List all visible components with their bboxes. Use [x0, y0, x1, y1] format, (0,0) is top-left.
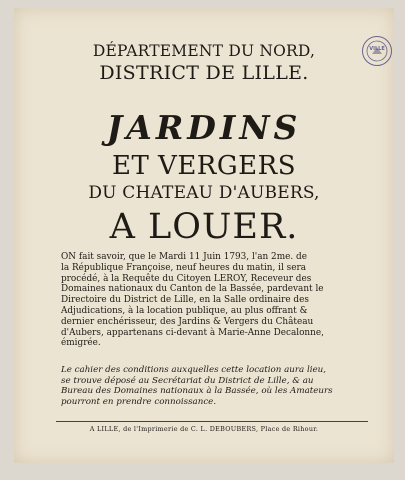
announcement-body — [61, 252, 364, 349]
divider-rule — [56, 421, 368, 422]
body-line: la République Françoise, neuf heures du matin, il sera — [61, 262, 306, 273]
body-line: dernier enchérisseur, des Jardins & Vergers du Château — [61, 316, 314, 327]
title-et-vergers: ET VERGERS — [111, 151, 297, 181]
stamp-text: VILLE — [369, 46, 385, 52]
notice-line: pourront en prendre connoissance. — [61, 396, 217, 407]
body-line: procédé, à la Requête du Citoyen LEROY, Receveur des — [61, 273, 312, 284]
title-a-louer: A LOUER. — [109, 207, 299, 247]
body-line: Domaines nationaux du Canton de la Bassée, pardevant le — [61, 284, 324, 295]
body-line: Directoire du District de Lille, en la Salle ordinaire des — [61, 295, 309, 306]
title-chateau: DU CHATEAU D'AUBERS, — [88, 183, 320, 203]
district-heading: DISTRICT DE LILLE. — [99, 62, 309, 84]
body-line: ON fait savoir, que le Mardi 11 Juin 1793, l'an 2me. de — [61, 252, 307, 262]
body-line: Adjudications, à la location publique, au plus offrant & — [61, 305, 308, 316]
title-jardins: JARDINS — [106, 108, 302, 147]
printer-imprint: A LILLE, de l'Imprimerie de C. L. DEBOUBERS, Place de Rihour. — [89, 425, 319, 433]
notice-line: se trouve déposé au Secrétariat du District de Lille, & au — [61, 375, 314, 386]
department-heading: DÉPARTEMENT DU NORD, — [92, 42, 316, 60]
body-line: d'Aubers, appartenans ci-devant à Marie-Anne Decalonne, — [61, 327, 324, 338]
conditions-notice — [61, 365, 364, 407]
body-line: émigrée. — [61, 338, 101, 349]
notice-line: Bureau des Domaines nationaux à la Bassée, où les Amateurs — [61, 386, 333, 397]
poster-sheet — [14, 8, 394, 463]
notice-line: Le cahier des conditions auxquelles cette location aura lieu, — [61, 365, 327, 375]
